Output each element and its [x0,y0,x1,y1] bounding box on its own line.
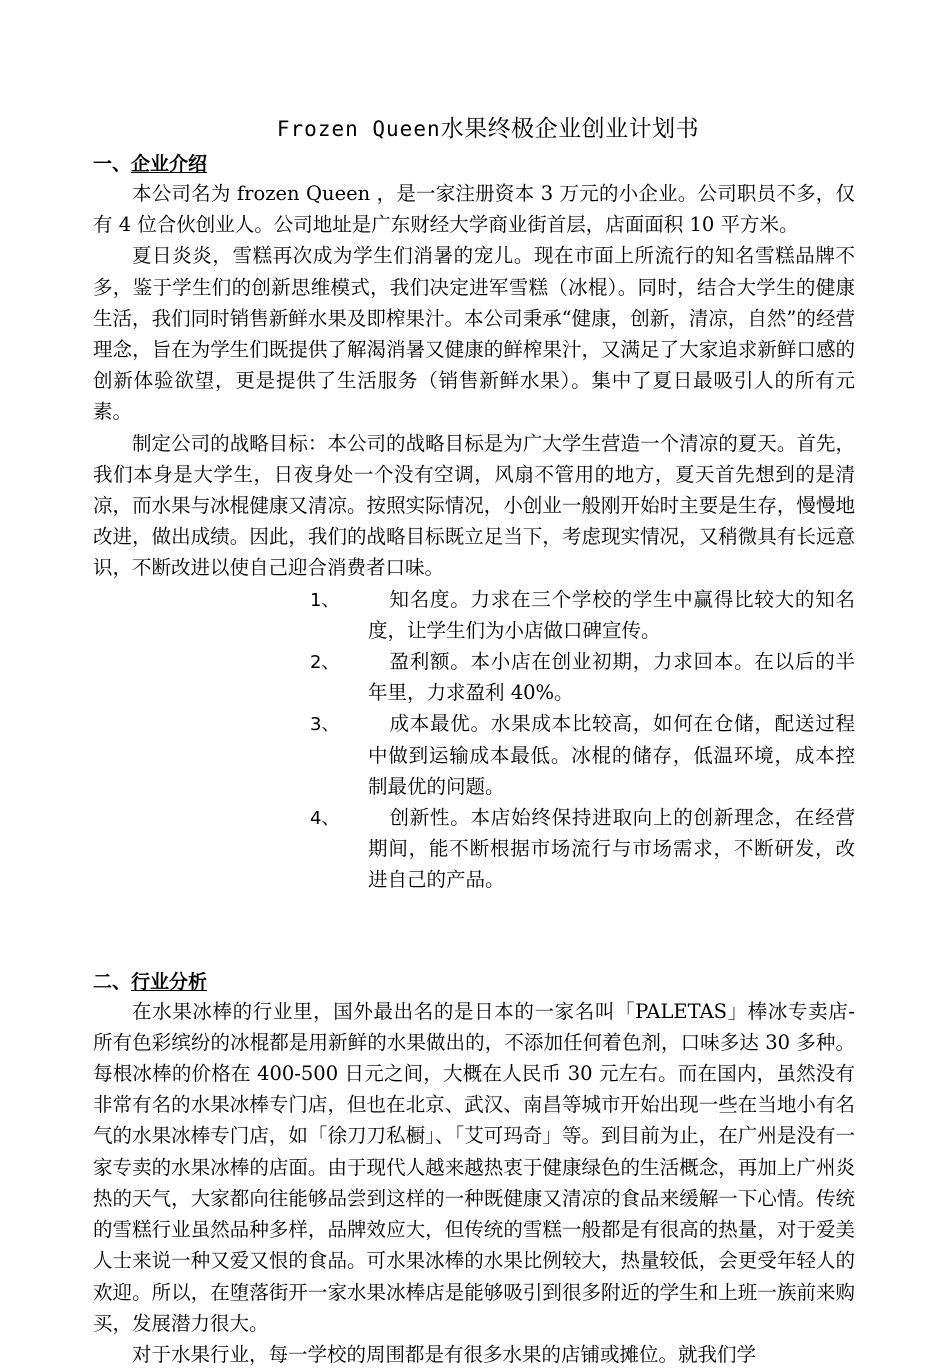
list-item [310,802,855,896]
page-title [93,112,855,146]
list-item [310,708,855,802]
document-content [93,112,855,1370]
list-item-number: 1、 [310,589,340,611]
paragraph: 对于水果行业，每一学校的周围都是有很多水果的店铺或摊位。就我们学 [132,1342,757,1366]
strategic-goal-list [93,584,855,896]
paragraph: 在水果冰棒的行业里，国外最出名的是日本的一家名叫「PALETAS」棒冰专卖店- 所有色彩缤纷的冰棍都是用新鲜的水果做出的，不添加任何着色剂，口味多达 30 多种。每根冰棒的价格在 400-500 日元之间，大概在人民币 30 元左右。而在国内，虽然没有非常有名的水果冰棒专门店，但也在北京、武汉、南昌等城市开始出现一些在当地小有名气的水果冰棒专门店，如「徐刀刀私橱」、「艾可玛奇」等。到目前为止，在广州是没有一家专卖的水果冰棒的店面。由于现代人越来越热衷于健康绿色的生活概念，再加上广州炎热的天气，大家都向往能够品尝到这样的一种既健康又清凉的食品来缓解一下心情。传统的雪糕行业虽然品种多样，品牌效应大，但传统的雪糕一般都是有很高的热量，对于爱美人士来说一种又爱又恨的食品。可水果冰棒的水果比例较大，热量较低，会更受年轻人的欢迎。所以，在堕落街开一家水果冰棒店是能够吸引到很多附近的学生和上班一族前来购买，发展潜力很大。 [93,999,855,1335]
paragraph: 夏日炎炎，雪糕再次成为学生们消暑的宠儿。现在市面上所流行的知名雪糕品牌不多，鉴于学生们的创新思维模式，我们决定进军雪糕（冰棍）。同时，结合大学生的健康生活，我们同时销售新鲜水果及即榨果汁。本公司秉承“健康，创新，清凉，自然”的经营理念，旨在为学生们既提供了解渴消暑又健康的鲜榨果汁，又满足了大家追求新鲜口感的创新体验欲望，更是提供了生活服务（销售新鲜水果）。集中了夏日最吸引人的所有元素。 [93,244,855,424]
section-heading-1 [93,150,855,178]
list-item [310,584,855,646]
paragraph: 制定公司的战略目标：本公司的战略目标是为广大学生营造一个清凉的夏天。首先，我们本身是大学生，日夜身处一个没有空调，风扇不管用的地方，夏天首先想到的是清凉，而水果与冰棍健康又清凉。按照实际情况，小创业一般刚开始时主要是生存，慢慢地改进，做出成绩。因此，我们的战略目标既立足当下，考虑现实情况，又稍微具有长远意识，不断改进以使自己迎合消费者口味。 [93,431,855,580]
section-number-1: 一、 [93,153,132,175]
paragraph: 本公司名为 frozen Queen ，是一家注册资本 3 万元的小企业。公司职员不多，仅有 4 位合伙创业人。公司地址是广东财经大学商业街首层，店面面积 10 平方米。 [93,182,855,237]
list-item [310,646,855,708]
section-spacer [93,896,855,968]
page-title-cjk: 水果终极企业创业计划书 [440,116,700,142]
list-item-text: 成本最优。水果成本比较高，如何在仓储，配送过程中做到运输成本最低。冰棍的储存，低温环境，成本控制最优的问题。 [368,712,855,798]
list-item-text: 创新性。本店始终保持进取向上的创新理念，在经营期间，能不断根据市场流行与市场需求，不断研发，改进自己的产品。 [368,806,855,892]
page-title-latin: Frozen Queen [276,117,441,141]
list-item-marker [310,708,358,740]
list-item-marker [310,584,358,616]
list-item-text: 盈利额。本小店在创业初期，力求回本。在以后的半年里，力求盈利 40%。 [368,650,855,705]
list-item-marker [310,802,358,834]
section-label-1: 企业介绍 [131,153,208,175]
list-item-text: 知名度。力求在三个学校的学生中赢得比较大的知名度，让学生们为小店做口碑宣传。 [368,587,855,642]
list-item-number: 4、 [310,808,340,830]
list-item-number: 3、 [310,714,340,736]
section-heading-2 [93,968,855,996]
list-item-number: 2、 [310,652,340,674]
section-label-2: 行业分析 [131,970,208,993]
list-item-marker [310,646,358,678]
section-number-2: 二、 [93,970,132,993]
